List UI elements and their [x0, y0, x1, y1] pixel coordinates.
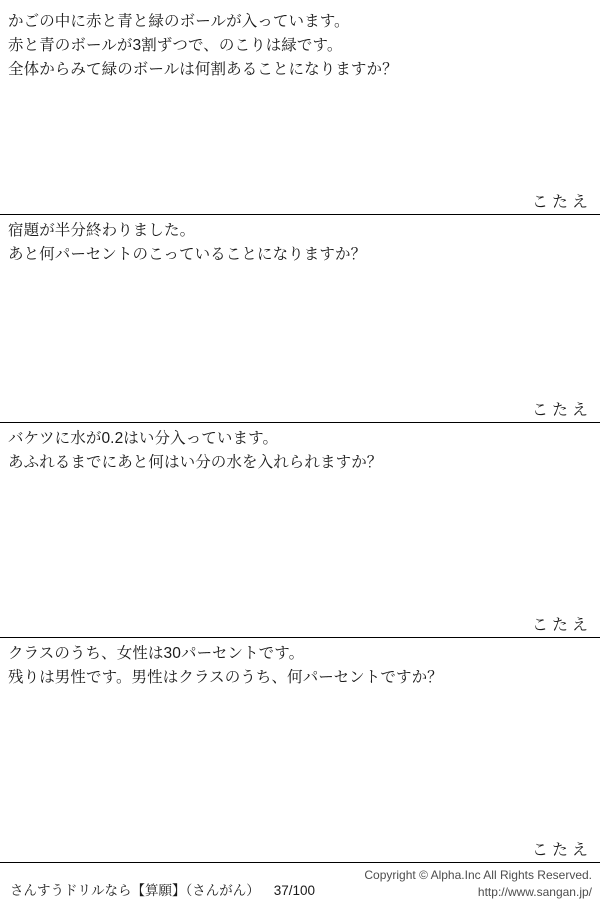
footer-credits [364, 867, 592, 901]
problem-block-1 [0, 6, 600, 214]
problem-line: バケツに水が0.2はい分入っています。 [8, 430, 279, 447]
page-number: 37/100 [273, 883, 316, 898]
problem-block-3 [0, 423, 600, 637]
problem-block-4 [0, 638, 600, 862]
problem-line: 残りは男性です。男性はクラスのうち、何パーセントですか？ [8, 669, 443, 686]
answer-label-4: こたえ [531, 842, 592, 859]
problem-line: あと何パーセントのこっていることになりますか？ [8, 246, 367, 263]
problem-line: あふれるまでにあと何はい分の水を入れられますか？ [8, 454, 383, 471]
footer-site-text: さんすうドリルなら【算願】（さんがん） [10, 883, 260, 898]
answer-label-3: こたえ [531, 617, 592, 634]
problem-text-3 [8, 423, 592, 475]
answer-label-1: こたえ [531, 194, 592, 211]
footer-site-info [10, 879, 315, 899]
problem-text-2 [8, 215, 592, 267]
problem-text-1 [8, 6, 592, 82]
problem-line: 宿題が半分終わりました。 [8, 222, 196, 239]
page-footer [0, 863, 600, 910]
copyright-text: Copyright © Alpha.Inc All Rights Reserved. [364, 868, 592, 882]
problem-block-2 [0, 215, 600, 422]
problem-line: クラスのうち、女性は30パーセントです。 [8, 645, 305, 662]
problem-line: 赤と青のボールが3割ずつで、のこりは緑です。 [8, 37, 343, 54]
footer-url[interactable]: http://www.sangan.jp/ [477, 885, 592, 899]
problem-text-4 [8, 638, 592, 690]
answer-label-2: こたえ [531, 402, 592, 419]
problem-line: かごの中に赤と青と緑のボールが入っています。 [8, 13, 350, 30]
problem-line: 全体からみて緑のボールは何割あることになりますか？ [8, 61, 398, 78]
